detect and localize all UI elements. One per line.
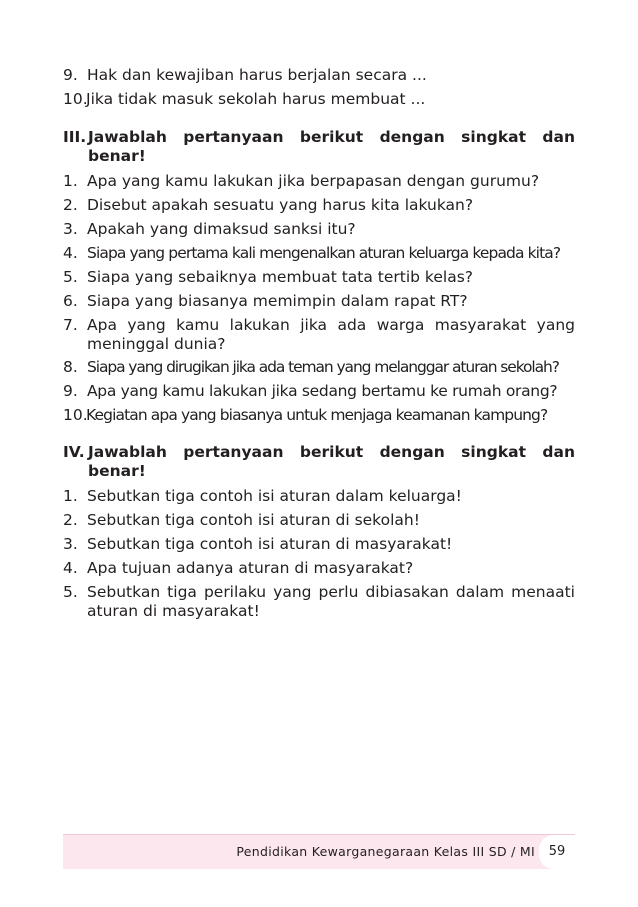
item-number: 9. (63, 66, 78, 84)
item-number: 2. (63, 196, 78, 214)
section-title: Jawablah pertanyaan berikut dengan singkat dan benar! (88, 443, 575, 480)
item-text-line: meninggal dunia? (87, 335, 226, 353)
page-number: 59 (539, 835, 575, 869)
list-item (63, 172, 575, 191)
footer-book-title: Pendidikan Kewarganegaraan Kelas III SD / MI (236, 844, 535, 859)
item-number: 5. (63, 583, 78, 601)
list-item (63, 196, 575, 215)
list-item (63, 583, 575, 621)
section-heading-iv (63, 443, 575, 481)
item-number: 8. (63, 358, 78, 376)
item-number: 4. (63, 244, 78, 262)
item-text-line: Apa yang kamu lakukan jika ada warga masyarakat yang (87, 316, 575, 334)
list-item (63, 511, 575, 530)
item-text-line: aturan di masyarakat! (87, 602, 260, 620)
item-text: Apa tujuan adanya aturan di masyarakat? (87, 559, 414, 577)
item-text: Siapa yang sebaiknya membuat tata tertib kelas? (87, 268, 474, 286)
list-item (63, 406, 575, 425)
section-title: Jawablah pertanyaan berikut dengan singkat dan benar! (88, 128, 575, 165)
item-number: 4. (63, 559, 78, 577)
list-item (63, 292, 575, 311)
list-item (63, 358, 575, 377)
item-text: Sebutkan tiga contoh isi aturan di masyarakat! (87, 535, 453, 553)
list-item (63, 487, 575, 506)
list-item (63, 90, 575, 109)
item-number: 2. (63, 511, 78, 529)
item-number: 10. (63, 90, 88, 108)
item-number: 10. (63, 406, 88, 424)
item-text: Disebut apakah sesuatu yang harus kita lakukan? (87, 196, 474, 214)
list-item (63, 244, 575, 263)
section-number: III. (63, 128, 87, 146)
item-text: Kegiatan apa yang biasanya untuk menjaga keamanan kampung? (86, 406, 548, 424)
list-item (63, 220, 575, 239)
item-number: 3. (63, 220, 78, 238)
item-text: Hak dan kewajiban harus berjalan secara ... (87, 66, 427, 84)
page-content (63, 66, 575, 626)
item-text (87, 316, 575, 354)
item-number: 1. (63, 172, 78, 190)
item-text-line: Sebutkan tiga perilaku yang perlu dibiasakan dalam menaati (87, 583, 575, 601)
item-number: 1. (63, 487, 78, 505)
list-item (63, 66, 575, 85)
item-text: Siapa yang dirugikan jika ada teman yang melanggar aturan sekolah? (87, 358, 559, 376)
list-item (63, 559, 575, 578)
page-footer (63, 834, 575, 869)
item-number: 6. (63, 292, 78, 310)
item-number: 9. (63, 382, 78, 400)
section-number: IV. (63, 443, 85, 461)
list-item (63, 382, 575, 401)
item-text: Siapa yang pertama kali mengenalkan aturan keluarga kepada kita? (87, 244, 561, 262)
list-item (63, 316, 575, 354)
item-text: Apakah yang dimaksud sanksi itu? (87, 220, 356, 238)
item-number: 3. (63, 535, 78, 553)
item-text: Sebutkan tiga contoh isi aturan di sekolah! (87, 511, 420, 529)
item-text: Sebutkan tiga contoh isi aturan dalam keluarga! (87, 487, 462, 505)
item-text (87, 583, 575, 621)
item-number: 5. (63, 268, 78, 286)
item-text: Apa yang kamu lakukan jika sedang bertamu ke rumah orang? (87, 382, 558, 400)
item-text: Siapa yang biasanya memimpin dalam rapat RT? (87, 292, 468, 310)
section-heading-iii (63, 128, 575, 166)
item-text: Jika tidak masuk sekolah harus membuat ... (86, 90, 426, 108)
item-number: 7. (63, 316, 78, 334)
item-text: Apa yang kamu lakukan jika berpapasan dengan gurumu? (87, 172, 540, 190)
list-item (63, 535, 575, 554)
list-item (63, 268, 575, 287)
